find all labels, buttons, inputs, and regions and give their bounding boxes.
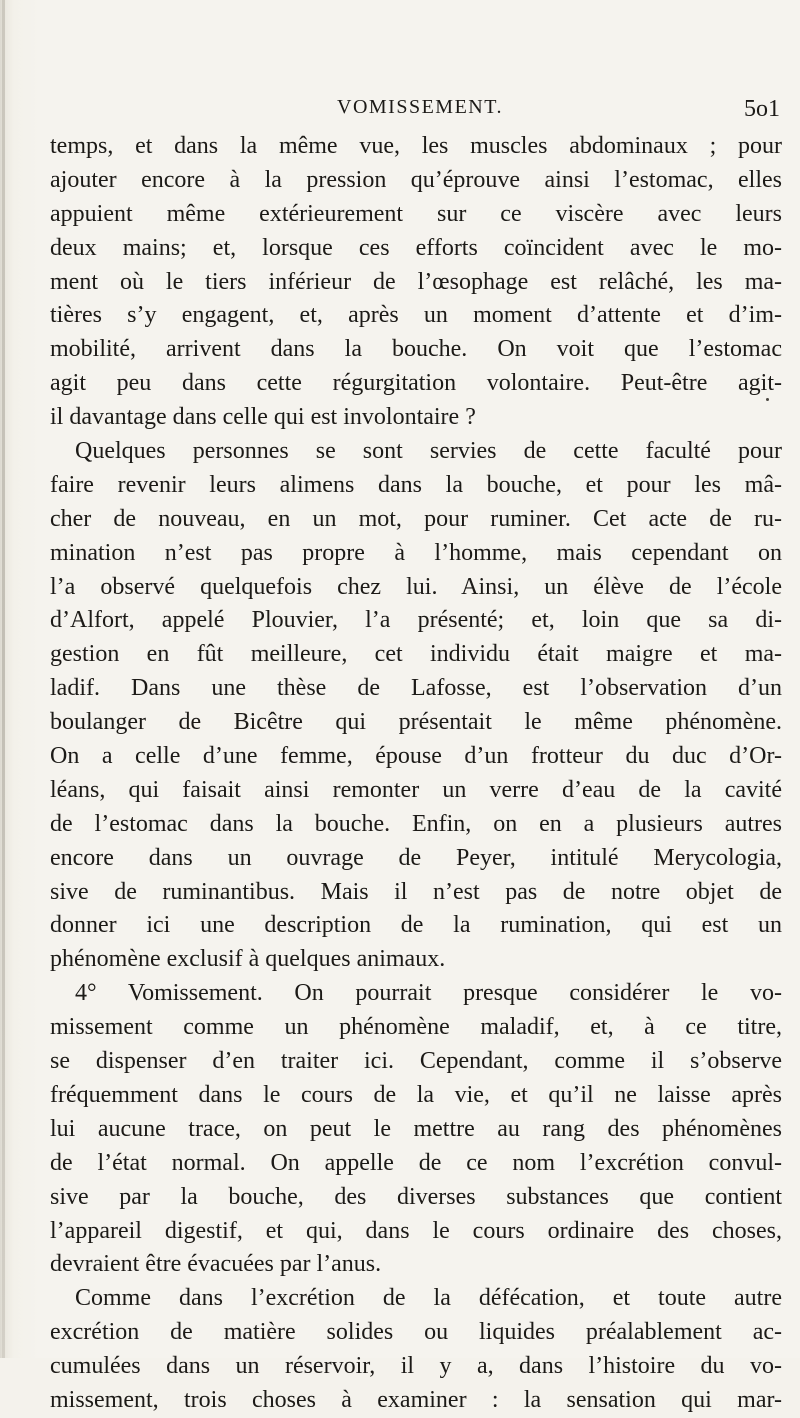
text-line: encore dans un ouvrage de Peyer, intitulé Merycologia, [50, 844, 782, 871]
body-text [50, 130, 782, 1418]
text-line: phénomène exclusif à quelques animaux. [50, 946, 446, 973]
running-title: VOMISSEMENT. [337, 96, 503, 118]
text-line: Quelques personnes se sont servies de cette faculté pour [75, 438, 782, 465]
text-line: cher de nouveau, en un mot, pour ruminer. Cet acte de ru- [50, 505, 782, 532]
text-line: temps, et dans la même vue, les muscles abdominaux ; pour [50, 133, 782, 159]
text-line: d’Alfort, appelé Plouvier, l’a présenté; et, loin que sa di- [50, 607, 782, 634]
text-line: ladif. Dans une thèse de Lafosse, est l’observation d’un [50, 675, 782, 702]
text-line: 4° Vomissement. On pourrait presque considérer le vo- [75, 980, 782, 1007]
text-line: l’appareil digestif, et qui, dans le cours ordinaire des choses, [50, 1217, 782, 1244]
text-line: gestion en fût meilleure, cet individu était maigre et ma- [50, 641, 782, 668]
text-line: l’a observé quelquefois chez lui. Ainsi, un élève de l’école [50, 573, 782, 600]
text-line: devraient être évacuées par l’anus. [50, 1251, 382, 1278]
text-line: boulanger de Bicêtre qui présentait le même phénomène. [50, 709, 782, 736]
text-line: ment où le tiers inférieur de l’œsophage est relâché, les ma- [50, 268, 782, 295]
text-line: On a celle d’une femme, épouse d’un frotteur du duc d’Or- [50, 743, 782, 770]
text-line: se dispenser d’en traiter ici. Cependant, comme il s’observe [50, 1048, 782, 1075]
page-binding-edge [2, 0, 5, 1358]
text-line: missement, trois choses à examiner : la sensation qui mar- [50, 1386, 782, 1413]
text-line: fréquemment dans le cours de la vie, et qu’il ne laisse après [50, 1081, 782, 1108]
text-line: sive par la bouche, des diverses substances que contient [50, 1183, 782, 1210]
text-line: Comme dans l’excrétion de la défécation, et toute autre [75, 1285, 782, 1312]
text-line: donner ici une description de la rumination, qui est un [50, 912, 782, 939]
text-line: il davantage dans celle qui est involontaire ? [50, 404, 476, 431]
text-line: faire revenir leurs alimens dans la bouche, et pour les mâ- [50, 471, 782, 498]
text-line: de l’estomac dans la bouche. Enfin, on en a plusieurs autres [50, 810, 782, 837]
text-line: tières s’y engagent, et, après un moment d’attente et d’im- [50, 302, 782, 329]
text-line: mobilité, arrivent dans la bouche. On voit que l’estomac [50, 336, 782, 363]
text-line: agit peu dans cette régurgitation volontaire. Peut-être agit- [50, 370, 782, 397]
text-line: de l’état normal. On appelle de ce nom l’excrétion convul- [50, 1149, 782, 1176]
text-line: lui aucune trace, on peut le mettre au rang des phénomènes [50, 1115, 782, 1142]
text-line: mination n’est pas propre à l’homme, mais cependant on [50, 539, 782, 566]
text-line: deux mains; et, lorsque ces efforts coïncident avec le mo- [50, 234, 782, 261]
text-line: cumulées dans un réservoir, il y a, dans l’histoire du vo- [50, 1353, 782, 1380]
text-line: ajouter encore à la pression qu’éprouve ainsi l’estomac, elles [50, 166, 782, 193]
ink-speck [766, 398, 769, 401]
text-line: léans, qui faisait ainsi remonter un verre d’eau de la cavité [50, 776, 782, 803]
text-line: appuient même extérieurement sur ce viscère avec leurs [50, 200, 782, 227]
page-number: 5o1 [744, 96, 780, 122]
text-line: sive de ruminantibus. Mais il n’est pas de notre objet de [50, 878, 782, 905]
text-line: excrétion de matière solides ou liquides préalablement ac- [50, 1319, 782, 1346]
running-head [60, 96, 780, 130]
text-line: missement comme un phénomène maladif, et, à ce titre, [50, 1014, 782, 1041]
